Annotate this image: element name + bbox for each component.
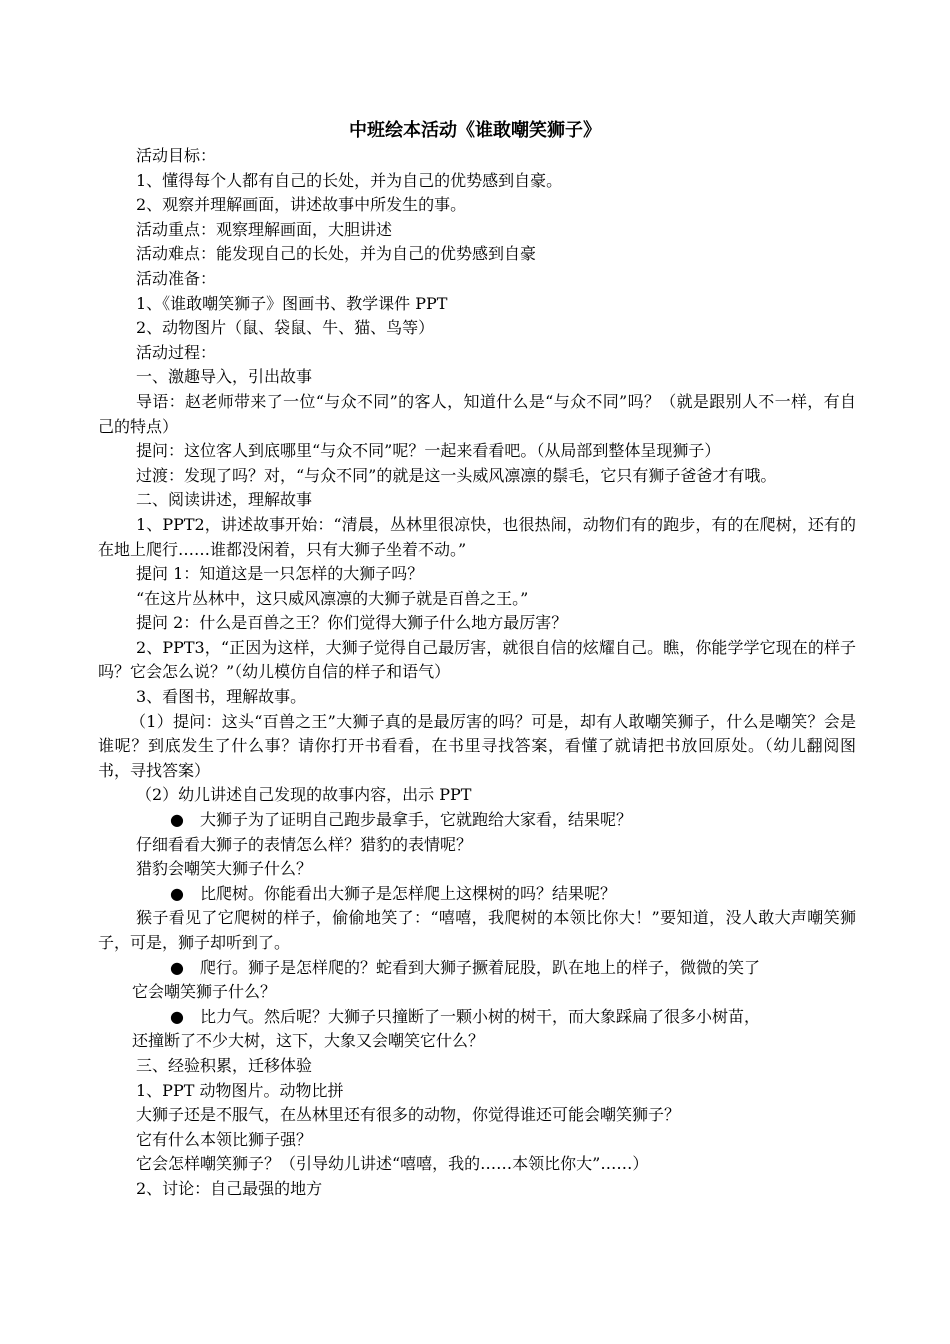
bullet-icon: ●	[170, 957, 184, 977]
paragraph: 活动难点：能发现自己的长处，并为自己的优势感到自豪	[136, 244, 537, 264]
paragraph: 提问 1：知道这是一只怎样的大狮子吗？	[136, 564, 424, 584]
paragraph: 2、观察并理解画面，讲述故事中所发生的事。	[136, 195, 467, 215]
paragraph: 1、PPT2，讲述故事开始：“清晨，丛林里很凉快，也很热闹，动物们有的跑步，有的在爬树，还有的在地上爬行……谁都没闲着，只有大狮子坐着不动。”	[98, 514, 856, 559]
bullet-text: 大狮子为了证明自己跑步最拿手，它就跑给大家看，结果呢？	[200, 810, 633, 830]
bullet-continuation: 它会嘲笑狮子什么？	[132, 982, 277, 1002]
paragraph: 导语：赵老师带来了一位“与众不同”的客人，知道什么是“与众不同”吗？（就是跟别人不一样，有自己的特点）	[98, 391, 856, 436]
paragraph: 活动重点：观察理解画面，大胆讲述	[136, 219, 393, 239]
paragraph: 2、讨论：自己最强的地方	[136, 1178, 323, 1198]
bullet-text: 爬行。狮子是怎样爬的？蛇看到大狮子撅着屁股，趴在地上的样子，微微的笑了	[200, 957, 761, 977]
paragraph: 活动准备：	[136, 268, 217, 288]
paragraph: 提问 2：什么是百兽之王？你们觉得大狮子什么地方最厉害？	[136, 613, 568, 633]
bullet-continuation: 还撞断了不少大树，这下，大象又会嘲笑它什么？	[132, 1031, 485, 1051]
bullet-text: 比爬树。你能看出大狮子是怎样爬上这棵树的吗？结果呢？	[200, 883, 617, 903]
paragraph: 活动目标：	[136, 146, 217, 165]
paragraph: 它会怎样嘲笑狮子？（引导幼儿讲述“嘻嘻，我的……本领比你大”……）	[136, 1154, 649, 1174]
section-heading: 三、经验积累，迁移体验	[136, 1055, 313, 1075]
paragraph: （1）提问：这头“百兽之王”大狮子真的是最厉害的吗？可是，却有人敢嘲笑狮子，什么是嘲笑？会是谁呢？到底发生了什么事？请你打开书看看，在书里寻找答案，看懂了就请把书放回原处。（幼儿翻阅图书，寻找答案）	[98, 711, 856, 780]
paragraph: 大狮子还是不服气，在丛林里还有很多的动物，你觉得谁还可能会嘲笑狮子？	[136, 1105, 681, 1125]
paragraph: 过渡：发现了吗？对，“与众不同”的就是这一头威风凛凛的鬃毛，它只有狮子爸爸才有哦。	[136, 465, 777, 485]
paragraph: 提问：这位客人到底哪里“与众不同”呢？一起来看看吧。（从局部到整体呈现狮子）	[136, 441, 721, 461]
paragraph: 3、看图书，理解故事。	[136, 687, 307, 707]
document-title: 中班绘本活动《谁敢嘲笑狮子》	[349, 120, 601, 141]
bullet-item	[98, 1005, 856, 1030]
paragraph: 2、动物图片（鼠、袋鼠、牛、猫、鸟等）	[136, 318, 435, 338]
bullet-item	[98, 882, 856, 907]
paragraph: 1、PPT 动物图片。动物比拼	[136, 1080, 344, 1100]
paragraph: 它有什么本领比狮子强？	[136, 1129, 313, 1149]
paragraph: 1、《谁敢嘲笑狮子》图画书、教学课件 PPT	[136, 293, 448, 313]
paragraph: 猎豹会嘲笑大狮子什么？	[136, 859, 313, 879]
paragraph: “在这片丛林中，这只威风凛凛的大狮子就是百兽之王。”	[136, 588, 529, 608]
paragraph: 活动过程：	[136, 342, 217, 362]
bullet-item	[98, 808, 856, 833]
paragraph: 仔细看看大狮子的表情怎么样？猎豹的表情呢？	[136, 834, 473, 854]
bullet-icon: ●	[170, 1006, 184, 1026]
paragraph: （2）幼儿讲述自己发现的故事内容，出示 PPT	[136, 785, 472, 805]
document-body	[98, 144, 856, 1202]
bullet-icon: ●	[170, 883, 184, 903]
paragraph: 1、懂得每个人都有自己的长处，并为自己的优势感到自豪。	[136, 170, 563, 190]
bullet-text: 比力气。然后呢？大狮子只撞断了一颗小树的树干，而大象踩扁了很多小树苗，	[200, 1006, 761, 1026]
section-heading: 一、激趣导入，引出故事	[136, 367, 313, 387]
bullet-icon: ●	[170, 810, 184, 830]
section-heading: 二、阅读讲述，理解故事	[136, 490, 313, 510]
paragraph: 2、PPT3，“正因为这样，大狮子觉得自己最厉害，就很自信的炫耀自己。瞧，你能学学它现在的样子吗？它会怎么说？”（幼儿模仿自信的样子和语气）	[98, 637, 856, 682]
paragraph: 猴子看见了它爬树的样子，偷偷地笑了：“嘻嘻，我爬树的本领比你大！”要知道，没人敢大声嘲笑狮子，可是，狮子却听到了。	[98, 908, 856, 952]
bullet-item	[98, 956, 856, 981]
